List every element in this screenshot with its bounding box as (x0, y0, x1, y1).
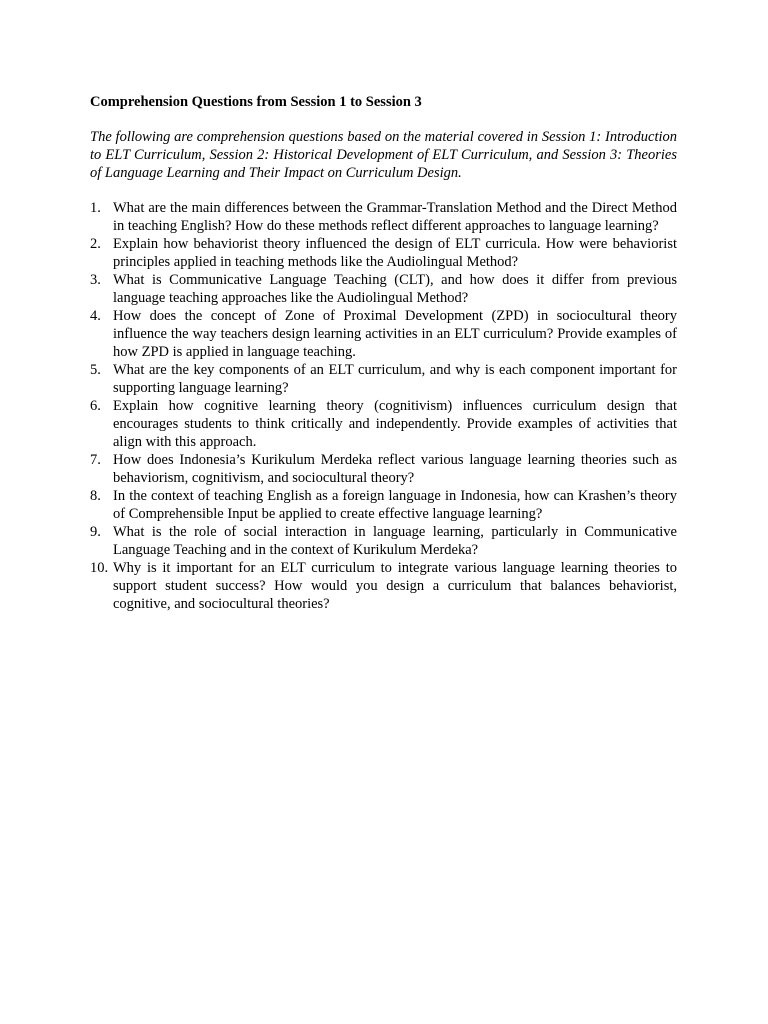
intro-paragraph: The following are comprehension questions based on the material covered in Session 1: Introduction to ELT Curriculum, Session 2: Historical Development of ELT Curriculum, and Session 3: Theories of Language Learning and Their Impact on Curriculum Design. (90, 129, 677, 181)
question-item (90, 523, 677, 559)
question-text: How does Indonesia’s Kurikulum Merdeka reflect various language learning theories such as behaviorism, cognitivism, and sociocultural theory? (113, 452, 677, 486)
question-list (90, 199, 677, 613)
question-text: Why is it important for an ELT curriculum to integrate various language learning theories to support student success? How would you design a curriculum that balances behaviorist, cognitive, and sociocultural theories? (113, 560, 677, 612)
question-text: What is Communicative Language Teaching (CLT), and how does it differ from previous language teaching approaches like the Audiolingual Method? (113, 272, 677, 306)
question-item (90, 271, 677, 307)
question-item (90, 451, 677, 487)
question-number: 9. (90, 524, 101, 540)
question-number: 6. (90, 398, 101, 414)
question-item (90, 307, 677, 361)
question-number: 2. (90, 236, 101, 252)
question-number: 3. (90, 272, 101, 288)
question-text: How does the concept of Zone of Proximal Development (ZPD) in sociocultural theory influence the way teachers design learning activities in an ELT curriculum? Provide examples of how ZPD is applied in language teaching. (113, 308, 677, 360)
question-number: 7. (90, 452, 101, 468)
question-text: Explain how behaviorist theory influenced the design of ELT curricula. How were behaviorist principles applied in teaching methods like the Audiolingual Method? (113, 236, 677, 270)
question-number: 8. (90, 488, 101, 504)
document-title: Comprehension Questions from Session 1 to Session 3 (90, 94, 422, 110)
question-text: What are the main differences between the Grammar-Translation Method and the Direct Method in teaching English? How do these methods reflect different approaches to language learning? (113, 200, 677, 234)
document-page (90, 93, 677, 613)
question-number: 5. (90, 362, 101, 378)
question-number: 4. (90, 308, 101, 324)
question-item (90, 361, 677, 397)
question-item (90, 235, 677, 271)
question-number: 10. (90, 560, 109, 576)
question-number: 1. (90, 200, 101, 216)
question-text: What are the key components of an ELT curriculum, and why is each component important for supporting language learning? (113, 362, 677, 396)
question-text: In the context of teaching English as a foreign language in Indonesia, how can Krashen’s theory of Comprehensible Input be applied to create effective language learning? (113, 488, 677, 522)
question-item (90, 397, 677, 451)
question-item (90, 559, 677, 613)
question-text: Explain how cognitive learning theory (cognitivism) influences curriculum design that encourages students to think critically and independently. Provide examples of activities that align with this approach. (113, 398, 677, 450)
question-item (90, 487, 677, 523)
question-text: What is the role of social interaction in language learning, particularly in Communicative Language Teaching and in the context of Kurikulum Merdeka? (113, 524, 677, 558)
question-item (90, 199, 677, 235)
